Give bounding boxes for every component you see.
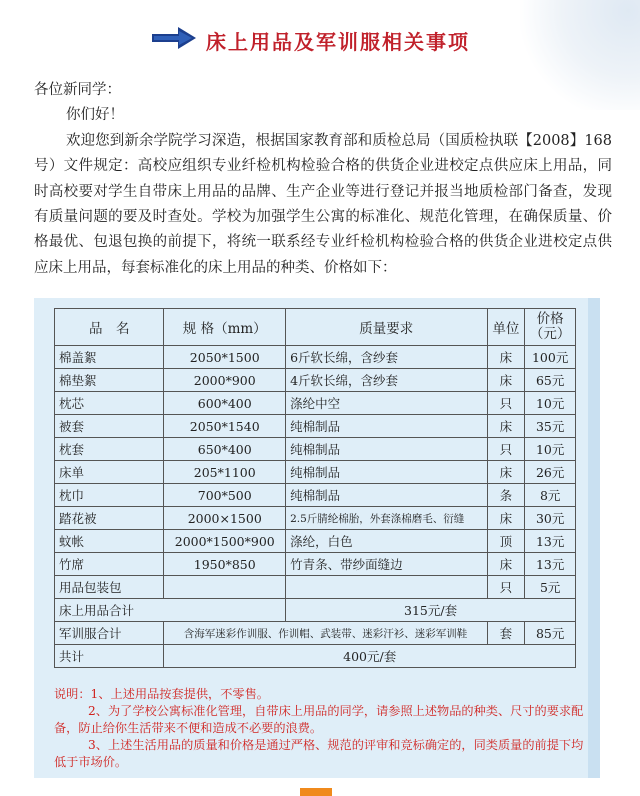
item-spec: 650*400 [164,438,286,461]
col-header-price: 价格（元） [525,309,576,346]
item-spec: 205*1100 [164,461,286,484]
item-spec: 2050*1500 [164,346,286,369]
greeting: 各位新同学： [34,82,121,98]
item-name: 枕巾 [55,484,164,507]
military-unit: 套 [487,622,525,645]
salutation: 你们好！ [66,107,124,124]
item-price: 13元 [525,530,576,553]
table-row [55,507,576,530]
intro-body: 欢迎您到新余学院学习深造，根据国家教育部和质检总局（国质检执联【2008】168号）文件规定：高校应组织专业纤检机构检验合格的供货企业进校定点供应床上用品，同时高校要对学生自带床上用品的品牌、生产企业等进行登记并报当地质检部门备查，发现有质量问题的要及时查处。学校为加强学生公寓的标准化、规范化管理，在确保质量、价格最优、包退包换的前提下，将统一联系经专业纤检机构检验合格的供货企业进校定点供应床上用品，每套标准化的床上用品的种类、价格如下： [34,132,612,276]
item-quality [286,576,487,599]
item-spec: 2050*1540 [164,415,286,438]
item-spec: 2000*900 [164,369,286,392]
total-label: 共计 [55,645,164,668]
item-unit: 床 [487,553,525,576]
table-row [55,461,576,484]
item-quality: 纯棉制品 [286,438,487,461]
item-quality: 涤纶，白色 [286,530,487,553]
item-quality: 纯棉制品 [286,461,487,484]
col-header-unit: 单位 [487,309,525,346]
item-unit: 只 [487,576,525,599]
arrow-right-icon [152,26,198,50]
item-unit: 只 [487,438,525,461]
item-quality: 涤纶中空 [286,392,487,415]
item-spec: 600*400 [164,392,286,415]
total-row [55,645,576,668]
item-unit: 床 [487,507,525,530]
item-quality: 纯棉制品 [286,415,487,438]
item-unit: 条 [487,484,525,507]
item-unit: 只 [487,392,525,415]
item-unit: 床 [487,461,525,484]
subtotal-label: 床上用品合计 [55,599,286,622]
item-name: 踏花被 [55,507,164,530]
item-name: 棉垫絮 [55,369,164,392]
item-spec [164,576,286,599]
table-row [55,553,576,576]
table-row [55,484,576,507]
notes [54,686,584,771]
military-label: 军训服合计 [55,622,164,645]
item-spec: 1950*850 [164,553,286,576]
military-price: 85元 [525,622,576,645]
table-row [55,392,576,415]
item-unit: 床 [487,369,525,392]
item-unit: 床 [487,415,525,438]
item-price: 100元 [525,346,576,369]
item-price: 26元 [525,461,576,484]
item-price: 5元 [525,576,576,599]
price-panel [34,298,600,778]
item-quality: 纯棉制品 [286,484,487,507]
item-price: 35元 [525,415,576,438]
item-quality: 6斤软长绵，含纱套 [286,346,487,369]
item-quality: 4斤软长绵，含纱套 [286,369,487,392]
subtotal-row [55,599,576,622]
table-row [55,415,576,438]
item-unit: 顶 [487,530,525,553]
item-price: 10元 [525,392,576,415]
col-header-name: 品 名 [55,309,164,346]
note-1: 说明：1、上述用品按套提供，不零售。 [54,687,269,701]
item-spec: 700*500 [164,484,286,507]
item-name: 竹席 [55,553,164,576]
subtotal-value: 315元/套 [286,599,576,622]
table-row [55,369,576,392]
item-price: 30元 [525,507,576,530]
page-title: 床上用品及军训服相关事项 [206,30,470,54]
item-spec: 2000×1500 [164,507,286,530]
item-quality: 竹青条、带纱面缝边 [286,553,487,576]
item-spec: 2000*1500*900 [164,530,286,553]
section-header [0,20,640,60]
table-header-row [55,309,576,346]
table-row [55,438,576,461]
accent-bar [300,788,332,796]
item-price: 10元 [525,438,576,461]
item-name: 棉盖絮 [55,346,164,369]
price-table [54,308,576,668]
intro-letter [34,78,612,281]
item-price: 13元 [525,553,576,576]
item-unit: 床 [487,346,525,369]
item-name: 用品包装包 [55,576,164,599]
table-row [55,530,576,553]
military-row [55,622,576,645]
item-name: 蚊帐 [55,530,164,553]
note-3: 3、上述生活用品的质量和价格是通过严格、规范的评审和竞标确定的，同类质量的前提下均低于市场价。 [54,738,584,769]
item-name: 枕套 [55,438,164,461]
item-name: 被套 [55,415,164,438]
col-header-quality: 质量要求 [286,309,487,346]
table-row [55,576,576,599]
col-header-spec: 规 格（mm） [164,309,286,346]
item-price: 8元 [525,484,576,507]
table-row [55,346,576,369]
total-value: 400元/套 [164,645,576,668]
item-price: 65元 [525,369,576,392]
item-quality: 2.5斤腈纶棉胎，外套涤棉磨毛、衍缝 [286,507,487,530]
item-name: 床单 [55,461,164,484]
military-desc: 含海军迷彩作训服、作训帽、武装带、迷彩汗衫、迷彩军训鞋 [164,622,487,645]
note-2: 2、为了学校公寓标准化管理，自带床上用品的同学，请参照上述物品的种类、尺寸的要求配备，防止给你生活带来不便和造成不必要的浪费。 [54,704,584,735]
item-name: 枕芯 [55,392,164,415]
